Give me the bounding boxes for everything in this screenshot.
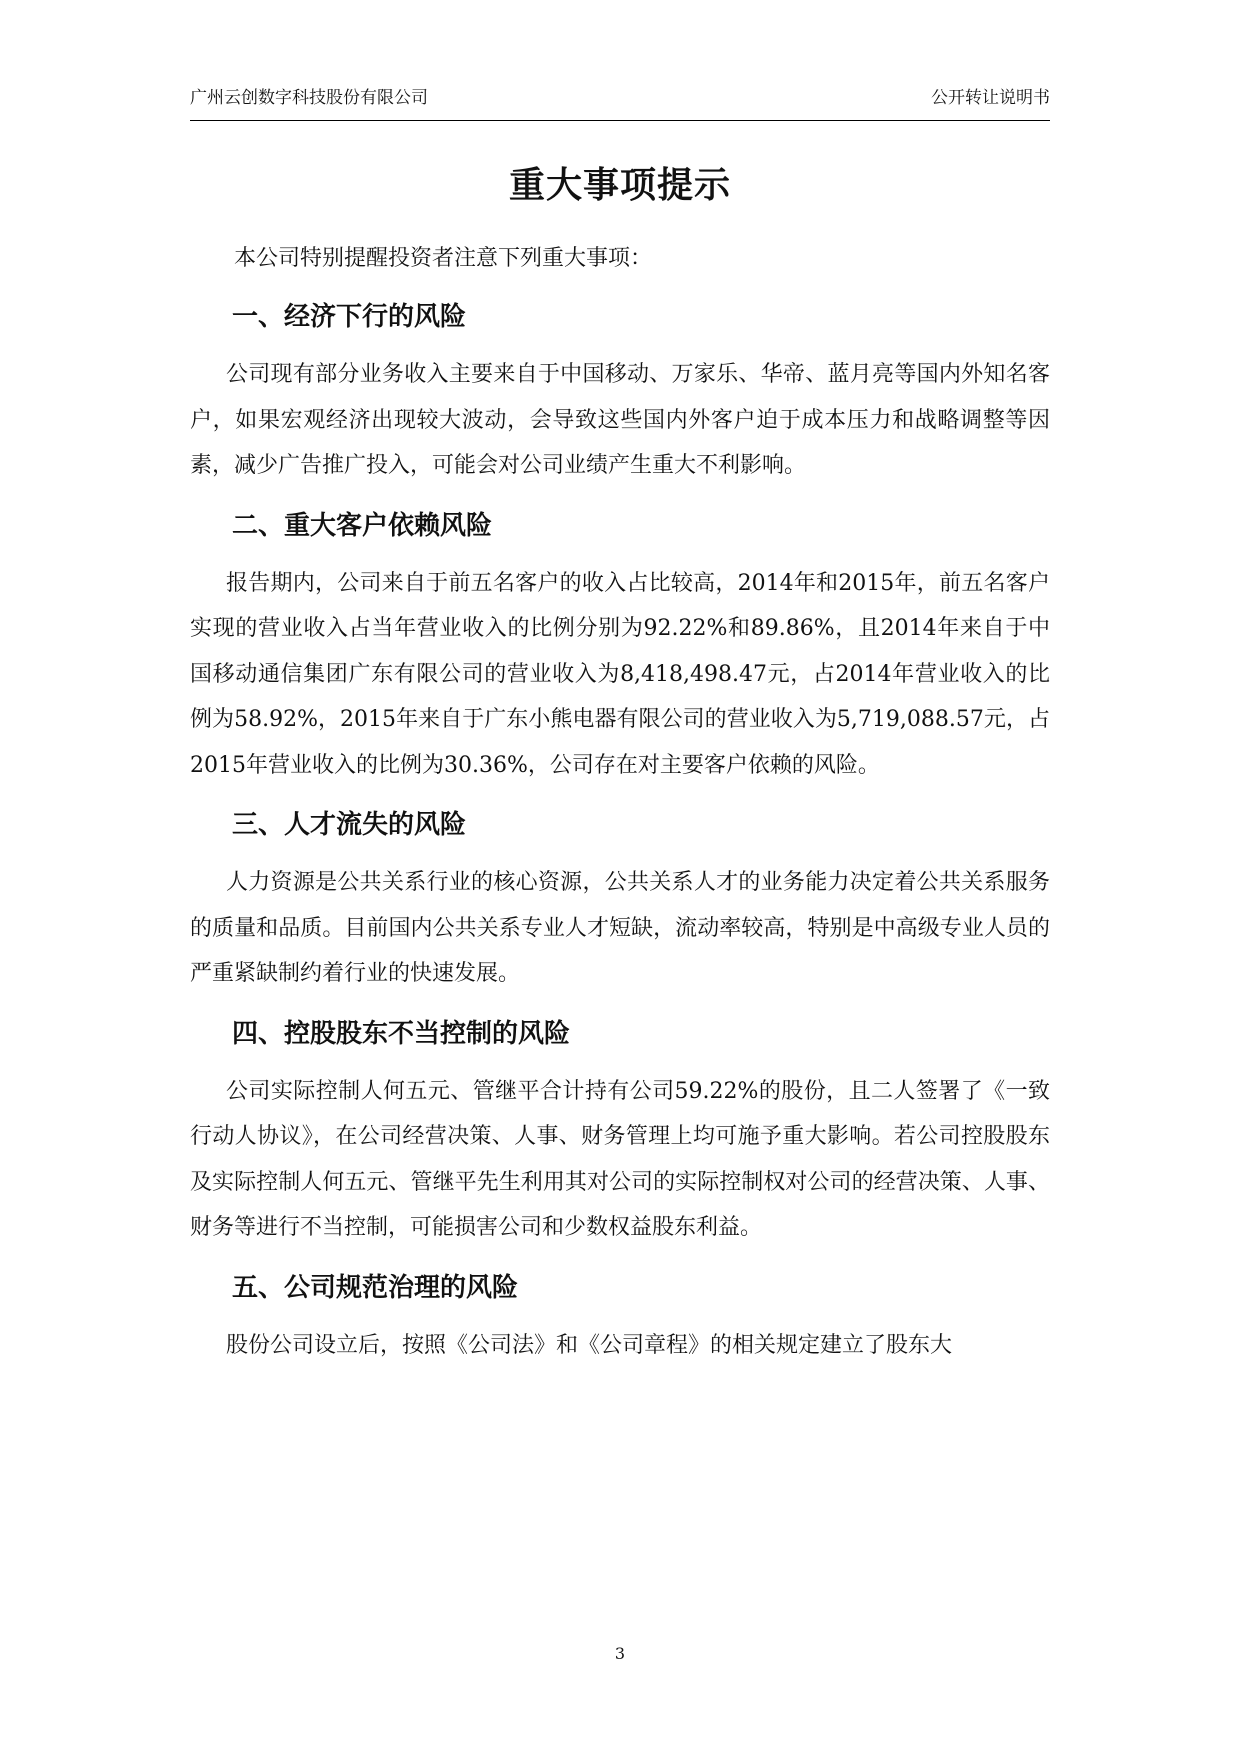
section-paragraph: 人力资源是公共关系行业的核心资源，公共关系人才的业务能力决定着公共关系服务的质量和品质。目前国内公共关系专业人才短缺，流动率较高，特别是中高级专业人员的严重紧缺制约着行业的快速发展。 bbox=[190, 870, 1050, 986]
document-body bbox=[190, 164, 1050, 1388]
section-heading: 四、控股股东不当控制的风险 bbox=[232, 1018, 571, 1049]
document-title: 重大事项提示 bbox=[508, 165, 731, 206]
section-heading: 三、人才流失的风险 bbox=[232, 810, 467, 840]
page-header bbox=[190, 88, 1050, 121]
section-paragraph: 股份公司设立后，按照《公司法》和《公司章程》的相关规定建立了股东大 bbox=[226, 1332, 953, 1358]
section-heading: 一、经济下行的风险 bbox=[232, 302, 467, 332]
section-customer-dependency-risk bbox=[190, 509, 1050, 789]
section-controlling-shareholder-risk bbox=[190, 1017, 1050, 1251]
section-heading: 五、公司规范治理的风险 bbox=[232, 1272, 519, 1303]
header-document-type: 公开转让说明书 bbox=[931, 88, 1050, 108]
section-governance-risk bbox=[190, 1271, 1050, 1369]
intro-paragraph: 本公司特别提醒投资者注意下列重大事项： bbox=[234, 246, 653, 271]
header-company-name: 广州云创数字科技股份有限公司 bbox=[190, 88, 428, 108]
page-number: 3 bbox=[614, 1644, 626, 1663]
section-economic-risk bbox=[190, 300, 1050, 489]
section-paragraph: 公司现有部分业务收入主要来自于中国移动、万家乐、华帝、蓝月亮等国内外知名客户，如果宏观经济出现较大波动，会导致这些国内外客户迫于成本压力和战略调整等因素，减少广告推广投入，可能会对公司业绩产生重大不利影响。 bbox=[190, 362, 1050, 478]
section-paragraph: 公司实际控制人何五元、管继平合计持有公司59.22%的股份，且二人签署了《一致行动人协议》，在公司经营决策、人事、财务管理上均可施予重大影响。若公司控股股东及实际控制人何五元、管继平先生利用其对公司的实际控制权对公司的经营决策、人事、财务等进行不当控制，可能损害公司和少数权益股东利益。 bbox=[190, 1078, 1050, 1240]
section-heading: 二、重大客户依赖风险 bbox=[232, 510, 493, 541]
section-paragraph: 报告期内，公司来自于前五名客户的收入占比较高，2014年和2015年，前五名客户实现的营业收入占当年营业收入的比例分别为92.22%和89.86%，且2014年来自于中国移动通信集团广东有限公司的营业收入为8,418,498.47元，占2014年营业收入的比例为58.92%，2015年来自于广东小熊电器有限公司的营业收入为5,719,088.57元，占2015年营业收入的比例为30.36%，公司存在对主要客户依赖的风险。 bbox=[190, 570, 1050, 778]
section-talent-loss-risk bbox=[190, 808, 1050, 997]
